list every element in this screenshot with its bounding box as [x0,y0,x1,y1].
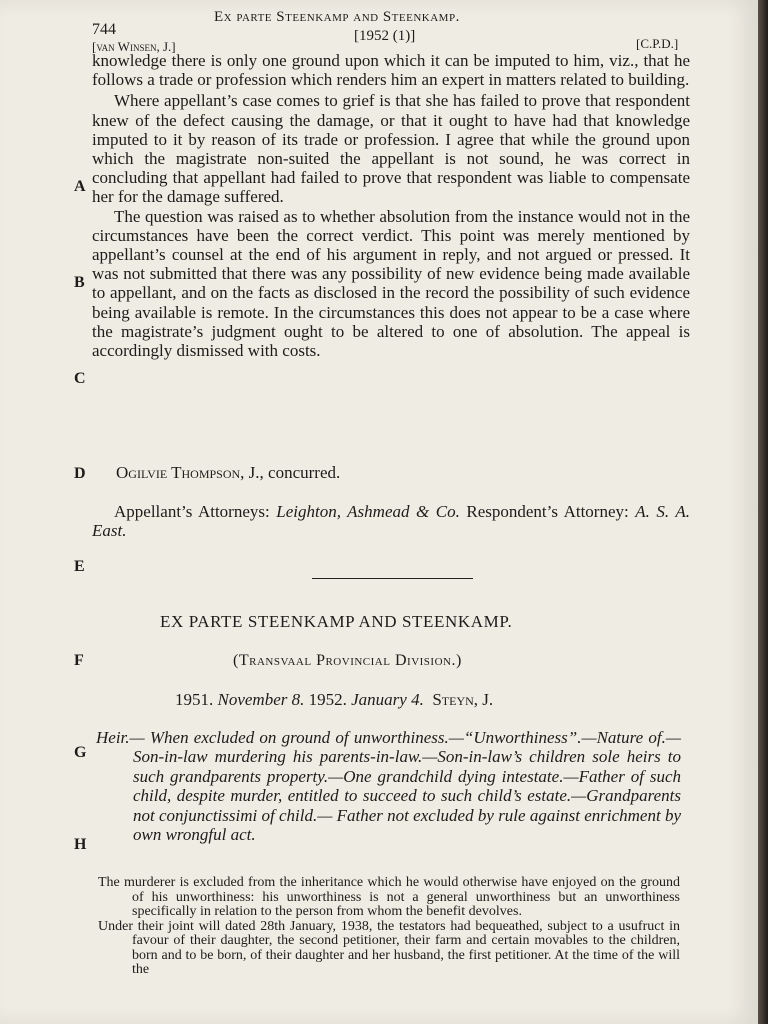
margin-letter-e: E [74,558,85,575]
appellant-attorneys: Leighton, Ashmead & Co. [276,502,460,521]
concurrence-text: , concurred. [259,463,341,482]
margin-letter-g: G [74,744,87,761]
margin-letter-h: H [74,836,87,853]
judgment-text [92,51,690,360]
hearing-year-2: 1952. [308,690,347,709]
headnote-text: Heir.— When excluded on ground of unworthiness.—“Unworthiness”.—Nature of.—Son-in-law murdering his parents-in-law.—Son-in-law’s children sole heirs to such grandparents property.—One grandchild dying intestate.—Father of such child, despite murder, entitled to succeed to such child’s estate.—Grandparents not conjunctissimi of child.— Father not excluded by rule against enrichment by own wrongful act. [96,728,681,845]
running-judge: [van Winsen, J.] [92,39,176,54]
summary-paragraph-2: Under their joint will dated 28th January, 1938, the testators had bequeathed, subject to a usufruct in favour of their daughter, the second petitioner, their farm and certain movables to the children, born and to be born, of their daughter and her husband, the first petitioner. At the time of the will the [98,918,680,977]
respondent-attorney-label: Respondent’s Attorney: [466,502,629,521]
margin-letter-f: F [74,652,84,669]
running-court: [C.P.D.] [636,36,679,51]
margin-letter-b: B [74,274,85,291]
margin-letter-c: C [74,370,86,387]
page-edge [758,0,768,1024]
appellant-attorneys-label: Appellant’s Attorneys: [114,502,270,521]
summary-paragraph-1: The murderer is excluded from the inheritance which he would otherwise have enjoyed on the ground of his unworthiness: his unworthiness is not a general unworthiness but an unworthiness specifically in relation to the person from whom the benefit devolves. [98,875,680,919]
running-title: Ex parte Steenkamp and Steenkamp. [214,9,460,25]
headnote [96,728,681,844]
court-division: (Transvaal Provincial Division.) [233,652,462,669]
running-year: [1952 (1)] [354,28,416,44]
presiding-judge: Steyn, J. [432,690,494,709]
judgment-paragraph-1: knowledge there is only one ground upon which it can be imputed to him, viz., that he follows a trade or profession which renders him an expert in matters related to building. [92,51,690,90]
case-title: EX PARTE STEENKAMP AND STEENKAMP. [160,612,513,631]
margin-letter-a: A [74,178,86,195]
judgment-paragraph-3: The question was raised as to whether absolution from the instance would not in the circumstances have been the correct verdict. This point was merely mentioned by appellant’s counsel at the end of his argument in reply, and not argued or pressed. It was not submitted that there was any possibility of new evidence being made available to appellant, and on the facts as disclosed in the record the possibility of such evidence being available is remote. In the circumstances this does not appear to be a case where the magistrate’s judgment ought to be altered to one of absolution. The appeal is accordingly dismissed with costs. [92,206,690,361]
hearing-dates [175,690,493,710]
concurrence-line [116,463,340,483]
hearing-year-1: 1951. [175,690,214,709]
hearing-date-1: November 8. [217,690,305,709]
concurring-judge: Ogilvie Thompson, J. [116,463,260,482]
margin-letter-d: D [74,465,86,482]
hearing-date-2: January 4. [351,690,424,709]
attorneys-block [92,502,690,540]
judgment-paragraph-2: Where appellant’s case comes to grief is that she has failed to prove that respondent knew of the defect causing the damage, or that it ought to have had that knowledge imputed to it by reason of its trade or profession. I agree that while the ground upon which the magistrate non-suited the appellant is not sound, he was correct in concluding that appellant had failed to prove that respondent was liable to compensate her for the damage suffered. [92,91,690,207]
section-divider [312,578,473,579]
page-number: 744 [92,21,116,38]
case-summary [98,876,680,978]
respondent-attorney: A. S. A. East. [92,502,691,540]
